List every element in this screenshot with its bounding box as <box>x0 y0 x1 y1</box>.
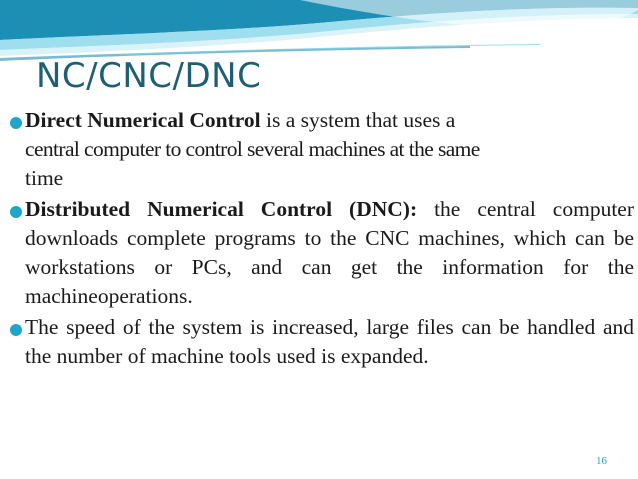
bullet-text: is a system that uses a <box>260 108 456 132</box>
bullet-list <box>8 106 634 373</box>
bullet-text: time <box>25 166 64 190</box>
bullet-item <box>8 106 634 193</box>
slide-title: NC/CNC/DNC <box>36 56 262 96</box>
bullet-bold-term: Distributed Numerical Control (DNC): <box>25 197 418 221</box>
bullet-bold-term: Direct Numerical Control <box>25 108 261 132</box>
bullet-text: the central computer downloads complete programs to the CNC machines, which can be workstations or PCs, and can get the information for the machineoperations. <box>25 197 634 308</box>
bullet-icon <box>10 206 22 218</box>
bullet-text: central computer to control several machines at the same <box>25 137 480 161</box>
bullet-item <box>8 195 634 311</box>
bullet-text: The speed of the system is increased, large files can be handled and the number of machine tools used is expanded. <box>25 315 634 368</box>
bullet-icon <box>10 117 22 129</box>
page-number: 16 <box>596 455 607 467</box>
bullet-icon <box>10 324 22 336</box>
bullet-item <box>8 313 634 371</box>
